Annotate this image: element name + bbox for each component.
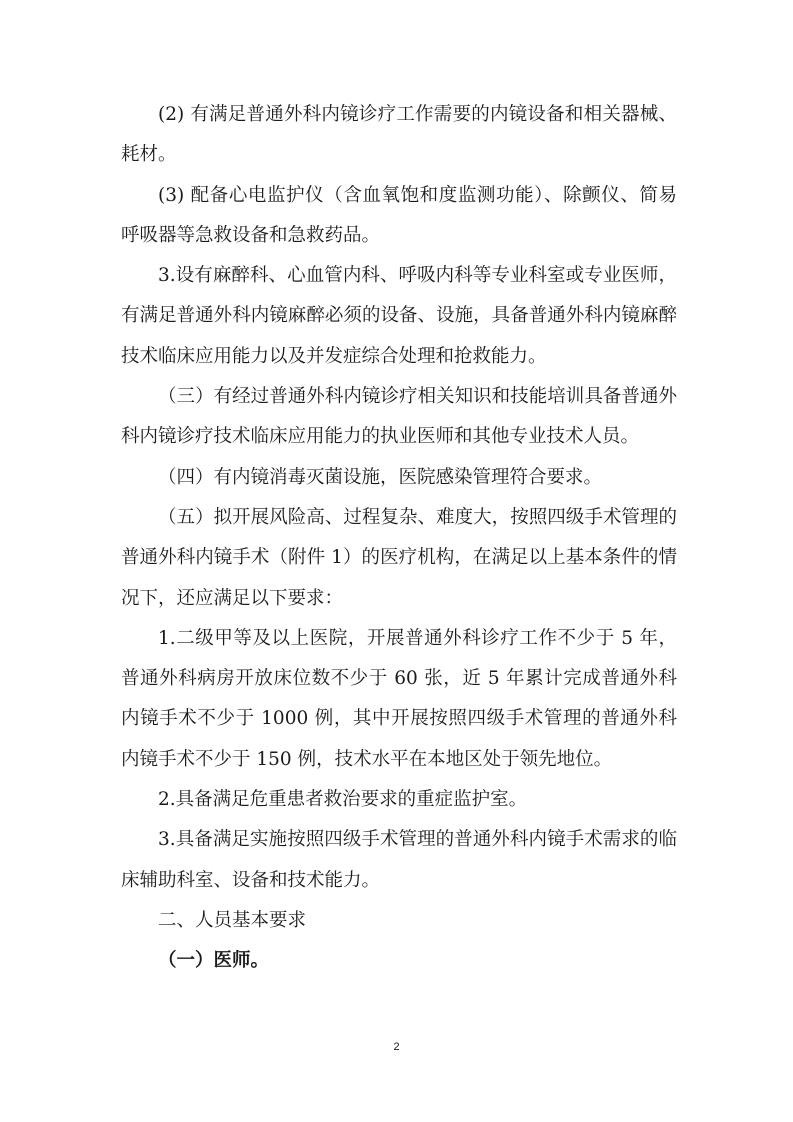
paragraph-disinfection: （四）有内镜消毒灭菌设施，医院感染管理符合要求。	[158, 466, 603, 488]
paragraph-emergency-equipment: (3) 配备心电监护仪（含血氧饱和度监测功能）、除颤仪、简易呼吸器等急救设备和急救药品。	[121, 184, 677, 246]
paragraph-anesthesia-departments: 3.设有麻醉科、心血管内科、呼吸内科等专业科室或专业医师，有满足普通外科内镜麻醉必须的设备、设施，具备普通外科内镜麻醉技术临床应用能力以及并发症综合处理和抢救能力。	[121, 265, 677, 367]
paragraph-level4-surgery: （五）拟开展风险高、过程复杂、难度大，按照四级手术管理的普通外科内镜手术（附件 1）的医疗机构，在满足以上基本条件的情况下，还应满足以下要求：	[121, 506, 677, 609]
paragraph-trained-staff: （三）有经过普通外科内镜诊疗相关知识和技能培训具备普通外科内镜诊疗技术临床应用能力的执业医师和其他专业技术人员。	[121, 386, 677, 448]
page-number: 2	[393, 1041, 400, 1053]
paragraph-icu: 2.具备满足危重患者救治要求的重症监护室。	[158, 789, 528, 811]
paragraph-auxiliary-departments: 3.具备满足实施按照四级手术管理的普通外科内镜手术需求的临床辅助科室、设备和技术能力。	[121, 829, 677, 891]
paragraph-endoscopy-equipment: (2) 有满足普通外科内镜诊疗工作需要的内镜设备和相关器械、耗材。	[121, 104, 677, 166]
paragraph-hospital-level: 1.二级甲等及以上医院，开展普通外科诊疗工作不少于 5 年，普通外科病房开放床位数不少于 60 张，近 5 年累计完成普通外科内镜手术不少于 1000 例，其中开展按照四级手术管理的普通外科内镜手术不少于 150 例，技术水平在本地区处于领先地位。	[121, 627, 677, 770]
subsection-heading-physicians: （一）医师。	[158, 950, 270, 972]
section-heading-personnel: 二、人员基本要求	[158, 909, 307, 931]
document-body	[121, 95, 677, 982]
